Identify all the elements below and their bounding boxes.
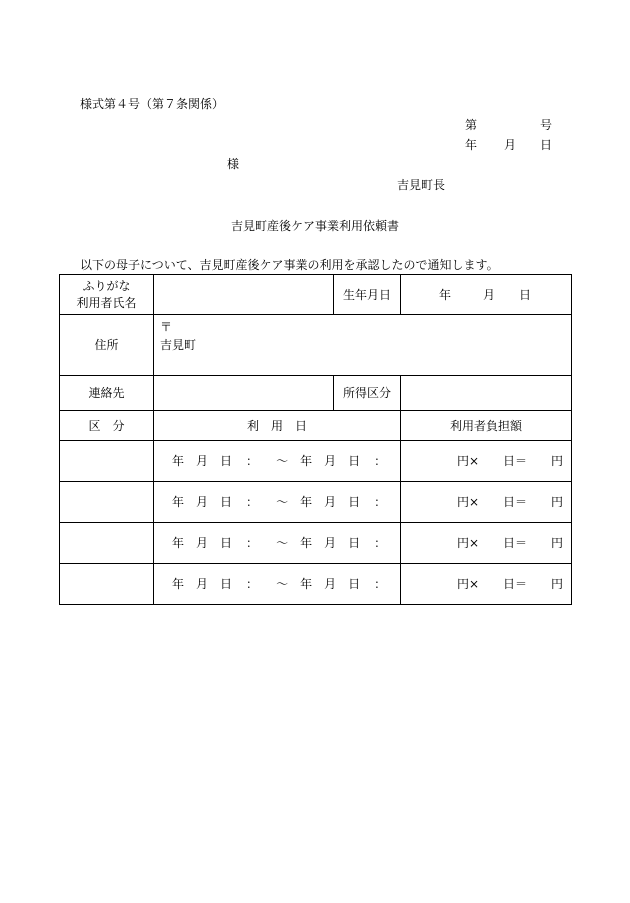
name-label-cell (60, 275, 154, 315)
start-day: 日 (220, 577, 233, 591)
end-month: 月 (324, 495, 337, 509)
usage-date-header: 利 用 日 (154, 411, 401, 441)
end-day: 日 (348, 495, 361, 509)
burden-header: 利用者負担額 (401, 411, 572, 441)
name-value-cell[interactable] (154, 275, 334, 315)
doc-number-suffix: 号 (540, 118, 553, 132)
address-label: 住所 (60, 315, 154, 376)
addressee-suffix: 様 (227, 157, 240, 171)
start-day: 日 (220, 495, 233, 509)
end-day: 日 (348, 536, 361, 550)
days-equals: 日＝ (503, 536, 528, 550)
start-colon: ： (246, 454, 259, 468)
application-table (59, 274, 572, 605)
end-month: 月 (324, 577, 337, 591)
end-year: 年 (300, 495, 313, 509)
date-day: 日 (540, 138, 553, 152)
total-yen: 円 (551, 536, 564, 550)
birthdate-label: 生年月日 (334, 275, 401, 315)
issuer-name: 吉見町長 (397, 178, 446, 192)
start-month: 月 (196, 495, 209, 509)
category-cell[interactable] (60, 482, 154, 523)
category-cell[interactable] (60, 523, 154, 564)
days-equals: 日＝ (503, 495, 528, 509)
income-label: 所得区分 (334, 376, 401, 411)
end-year: 年 (300, 577, 313, 591)
usage-date-cell[interactable] (154, 523, 401, 564)
end-colon: ： (374, 454, 387, 468)
usage-row (60, 482, 572, 523)
usage-date-cell[interactable] (154, 441, 401, 482)
birthdate-month: 月 (483, 287, 496, 302)
start-colon: ： (246, 495, 259, 509)
income-value-cell[interactable] (401, 376, 572, 411)
unit-yen: 円× (457, 495, 480, 509)
burden-cell[interactable] (401, 441, 572, 482)
end-colon: ： (374, 495, 387, 509)
range-tilde: 〜 (276, 577, 289, 591)
name-label: 利用者氏名 (76, 296, 137, 310)
category-cell[interactable] (60, 441, 154, 482)
birthdate-day: 日 (519, 287, 532, 302)
start-day: 日 (220, 536, 233, 550)
total-yen: 円 (551, 577, 564, 591)
start-month: 月 (196, 454, 209, 468)
start-year: 年 (172, 577, 185, 591)
form-number: 様式第４号（第７条関係） (80, 97, 225, 111)
total-yen: 円 (551, 495, 564, 509)
end-year: 年 (300, 454, 313, 468)
birthdate-year: 年 (439, 287, 452, 302)
start-colon: ： (246, 577, 259, 591)
end-month: 月 (324, 454, 337, 468)
doc-number-prefix: 第 (465, 118, 478, 132)
usage-row (60, 564, 572, 605)
days-equals: 日＝ (503, 454, 528, 468)
total-yen: 円 (551, 454, 564, 468)
end-month: 月 (324, 536, 337, 550)
intro-text: 以下の母子について、吉見町産後ケア事業の利用を承認したので通知します。 (80, 258, 499, 272)
end-year: 年 (300, 536, 313, 550)
end-day: 日 (348, 577, 361, 591)
usage-date-cell[interactable] (154, 564, 401, 605)
range-tilde: 〜 (276, 454, 289, 468)
burden-cell[interactable] (401, 564, 572, 605)
start-month: 月 (196, 577, 209, 591)
end-day: 日 (348, 454, 361, 468)
unit-yen: 円× (457, 577, 480, 591)
category-cell[interactable] (60, 564, 154, 605)
end-colon: ： (374, 577, 387, 591)
document-title: 吉見町産後ケア事業利用依頼書 (231, 219, 400, 233)
usage-row (60, 523, 572, 564)
category-header: 区 分 (60, 411, 154, 441)
days-equals: 日＝ (503, 577, 528, 591)
burden-cell[interactable] (401, 482, 572, 523)
contact-label: 連絡先 (60, 376, 154, 411)
date-month: 月 (504, 138, 517, 152)
range-tilde: 〜 (276, 536, 289, 550)
end-colon: ： (374, 536, 387, 550)
start-year: 年 (172, 495, 185, 509)
address-value-cell[interactable] (154, 315, 572, 376)
burden-cell[interactable] (401, 523, 572, 564)
unit-yen: 円× (457, 454, 480, 468)
start-month: 月 (196, 536, 209, 550)
usage-row (60, 441, 572, 482)
usage-date-cell[interactable] (154, 482, 401, 523)
start-day: 日 (220, 454, 233, 468)
date-year: 年 (465, 138, 478, 152)
start-colon: ： (246, 536, 259, 550)
postal-mark: 〒 (160, 320, 173, 334)
birthdate-value-cell[interactable] (401, 275, 572, 315)
address-value: 吉見町 (160, 338, 197, 352)
start-year: 年 (172, 454, 185, 468)
start-year: 年 (172, 536, 185, 550)
range-tilde: 〜 (276, 495, 289, 509)
unit-yen: 円× (457, 536, 480, 550)
contact-value-cell[interactable] (154, 376, 334, 411)
furigana-label: ふりがな (82, 279, 131, 293)
